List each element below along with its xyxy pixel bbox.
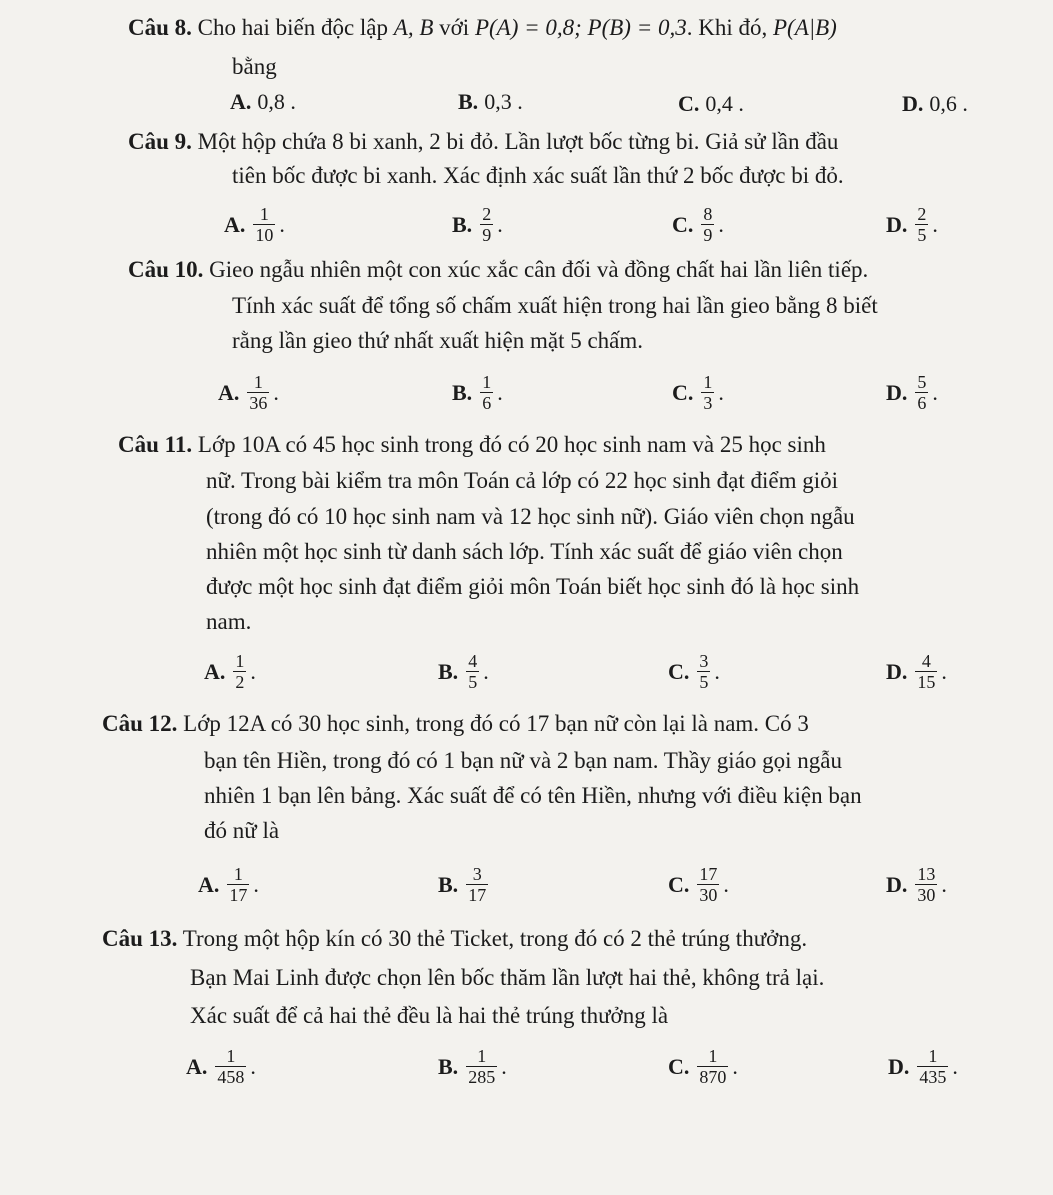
q8-probs: P(A) = 0,8; P(B) = 0,3 (474, 15, 687, 40)
q10-line1 (128, 256, 868, 284)
q13-option-b[interactable]: B. $\frac{1}{285}$ . (438, 1046, 507, 1087)
option-label: B. (438, 1053, 459, 1079)
q10-label: Câu 10. (128, 257, 204, 282)
option-label: B. (438, 871, 459, 897)
q8-text-after: . Khi đó, (686, 15, 768, 40)
q10-option-c[interactable]: C. $\frac{1}{3}$ . (672, 372, 724, 413)
option-label: C. (672, 211, 694, 237)
q8-option-a[interactable] (230, 88, 296, 116)
q10-line3: rằng lần gieo thứ nhất xuất hiện mặt 5 chấm. (232, 328, 644, 353)
option-label: A. (224, 211, 246, 237)
option-label: C. (668, 658, 690, 684)
q9-text1: Một hộp chứa 8 bi xanh, 2 bi đỏ. Lần lượt bốc từng bi. Giả sử lần đầu (197, 129, 839, 154)
option-label: D. (888, 1053, 910, 1079)
option-label: A. (186, 1053, 208, 1079)
option-label: B. (438, 658, 459, 684)
fraction: $\frac{1}{17}$ (229, 864, 248, 905)
q8-text-with: với (439, 15, 470, 40)
fraction: $\frac{1}{6}$ (482, 372, 492, 413)
q13-line1 (102, 925, 807, 953)
q10-line2: Tính xác suất để tổng số chấm xuất hiện trong hai lần gieo bằng 8 biết (232, 293, 878, 318)
q12-text1: Lớp 12A có 30 học sinh, trong đó có 17 bạn nữ còn lại là nam. Có 3 (183, 711, 809, 736)
q12-line2: bạn tên Hiền, trong đó có 1 bạn nữ và 2 bạn nam. Thầy giáo gọi ngẫu (204, 748, 843, 773)
option-value: 0,4 . (705, 91, 744, 116)
q10-option-d[interactable]: D. $\frac{5}{6}$ . (886, 372, 938, 413)
option-label: A. (218, 379, 240, 405)
q12-line1 (102, 710, 809, 738)
q12-label: Câu 12. (102, 711, 178, 736)
q13-label: Câu 13. (102, 926, 178, 951)
fraction: $\frac{2}{9}$ (482, 204, 492, 245)
q8-line2: bằng (232, 54, 277, 79)
fraction: $\frac{1}{3}$ (703, 372, 713, 413)
q13-option-a[interactable]: A. $\frac{1}{458}$ . (186, 1046, 256, 1087)
option-value: 0,8 . (257, 89, 296, 114)
q9-line2: tiên bốc được bi xanh. Xác định xác suất lần thứ 2 bốc được bi đỏ. (232, 163, 844, 188)
q13-line2: Bạn Mai Linh được chọn lên bốc thăm lần lượt hai thẻ, không trả lại. (190, 965, 825, 990)
fraction: $\frac{4}{15}$ (917, 651, 936, 692)
option-label: B. (452, 379, 473, 405)
q12-option-d[interactable]: D. $\frac{13}{30}$ . (886, 864, 947, 905)
option-label: C. (678, 91, 700, 116)
q11-text1: Lớp 10A có 45 học sinh trong đó có 20 học sinh nam và 25 học sinh (197, 432, 826, 457)
option-label: C. (668, 871, 690, 897)
fraction: $\frac{3}{5}$ (699, 651, 709, 692)
q11-option-c[interactable]: C. $\frac{3}{5}$ . (668, 651, 720, 692)
fraction: $\frac{13}{30}$ (917, 864, 936, 905)
q12-option-a[interactable]: A. $\frac{1}{17}$ . (198, 864, 259, 905)
q11-label: Câu 11. (118, 432, 193, 457)
q11-option-b[interactable]: B. $\frac{4}{5}$ . (438, 651, 489, 692)
q10-text1: Gieo ngẫu nhiên một con xúc xắc cân đối và đồng chất hai lần liên tiếp. (209, 257, 869, 282)
q9-option-a[interactable]: A. $\frac{1}{10}$ . (224, 204, 285, 245)
fraction: $\frac{4}{5}$ (468, 651, 478, 692)
option-label: D. (886, 379, 908, 405)
q10-option-a[interactable]: A. $\frac{1}{36}$ . (218, 372, 279, 413)
fraction: $\frac{2}{5}$ (917, 204, 927, 245)
option-label: D. (902, 91, 924, 116)
q12-line3: nhiên 1 bạn lên bảng. Xác suất để có tên Hiền, nhưng với điều kiện bạn (204, 783, 862, 808)
fraction: $\frac{1}{10}$ (255, 204, 274, 245)
option-label: A. (198, 871, 220, 897)
q11-line2: nữ. Trong bài kiểm tra môn Toán cả lớp có 22 học sinh đạt điểm giỏi (206, 468, 839, 493)
q9-option-d[interactable]: D. $\frac{2}{5}$ . (886, 204, 938, 245)
q11-option-d[interactable]: D. $\frac{4}{15}$ . (886, 651, 947, 692)
q9-label: Câu 9. (128, 129, 192, 154)
fraction: $\frac{1}{435}$ (919, 1046, 947, 1087)
q10-option-b[interactable]: B. $\frac{1}{6}$ . (452, 372, 503, 413)
fraction: $\frac{5}{6}$ (917, 372, 927, 413)
q13-line3: Xác suất để cả hai thẻ đều là hai thẻ trúng thưởng là (190, 1003, 669, 1028)
q12-option-b[interactable] (438, 864, 492, 905)
fraction: $\frac{3}{17}$ (468, 864, 487, 905)
option-label: C. (668, 1053, 690, 1079)
option-value: 0,6 . (929, 91, 968, 116)
q13-text1: Trong một hộp kín có 30 thẻ Ticket, trong đó có 2 thẻ trúng thưởng. (182, 926, 808, 951)
fraction: $\frac{1}{285}$ (468, 1046, 496, 1087)
fraction: $\frac{8}{9}$ (703, 204, 713, 245)
fraction: $\frac{17}{30}$ (699, 864, 718, 905)
q8-target: P(A|B) (772, 15, 837, 40)
q8-vars: A, B (393, 15, 434, 40)
q11-line3: (trong đó có 10 học sinh nam và 12 học sinh nữ). Giáo viên chọn ngẫu (206, 504, 855, 529)
option-label: B. (452, 211, 473, 237)
fraction: $\frac{1}{2}$ (235, 651, 245, 692)
fraction: $\frac{1}{870}$ (699, 1046, 727, 1087)
q9-line1 (128, 128, 838, 156)
q9-option-b[interactable]: B. $\frac{2}{9}$ . (452, 204, 503, 245)
q8-option-b[interactable] (458, 88, 523, 116)
option-label: D. (886, 211, 908, 237)
option-value: 0,3 . (484, 89, 523, 114)
q11-line1 (118, 431, 826, 459)
q12-option-c[interactable]: C. $\frac{17}{30}$ . (668, 864, 729, 905)
fraction: $\frac{1}{458}$ (217, 1046, 245, 1087)
q11-line5: được một học sinh đạt điểm giỏi môn Toán biết học sinh đó là học sinh (206, 574, 860, 599)
q13-option-c[interactable]: C. $\frac{1}{870}$ . (668, 1046, 738, 1087)
q8-option-d[interactable] (902, 90, 968, 118)
option-label: C. (672, 379, 694, 405)
q11-option-a[interactable]: A. $\frac{1}{2}$ . (204, 651, 256, 692)
option-label: B. (458, 89, 479, 114)
option-label: A. (204, 658, 226, 684)
q8-line1 (128, 14, 837, 42)
option-label: D. (886, 871, 908, 897)
q12-line4: đó nữ là (204, 818, 280, 843)
option-label: D. (886, 658, 908, 684)
q13-option-d[interactable]: D. $\frac{1}{435}$ . (888, 1046, 958, 1087)
q8-label: Câu 8. (128, 15, 192, 40)
fraction: $\frac{1}{36}$ (249, 372, 268, 413)
option-label: A. (230, 89, 252, 114)
q8-option-c[interactable] (678, 90, 744, 118)
q11-line6: nam. (206, 609, 252, 634)
q8-text-before: Cho hai biến độc lập (197, 15, 389, 40)
q9-option-c[interactable]: C. $\frac{8}{9}$ . (672, 204, 724, 245)
q11-line4: nhiên một học sinh từ danh sách lớp. Tính xác suất để giáo viên chọn (206, 539, 843, 564)
